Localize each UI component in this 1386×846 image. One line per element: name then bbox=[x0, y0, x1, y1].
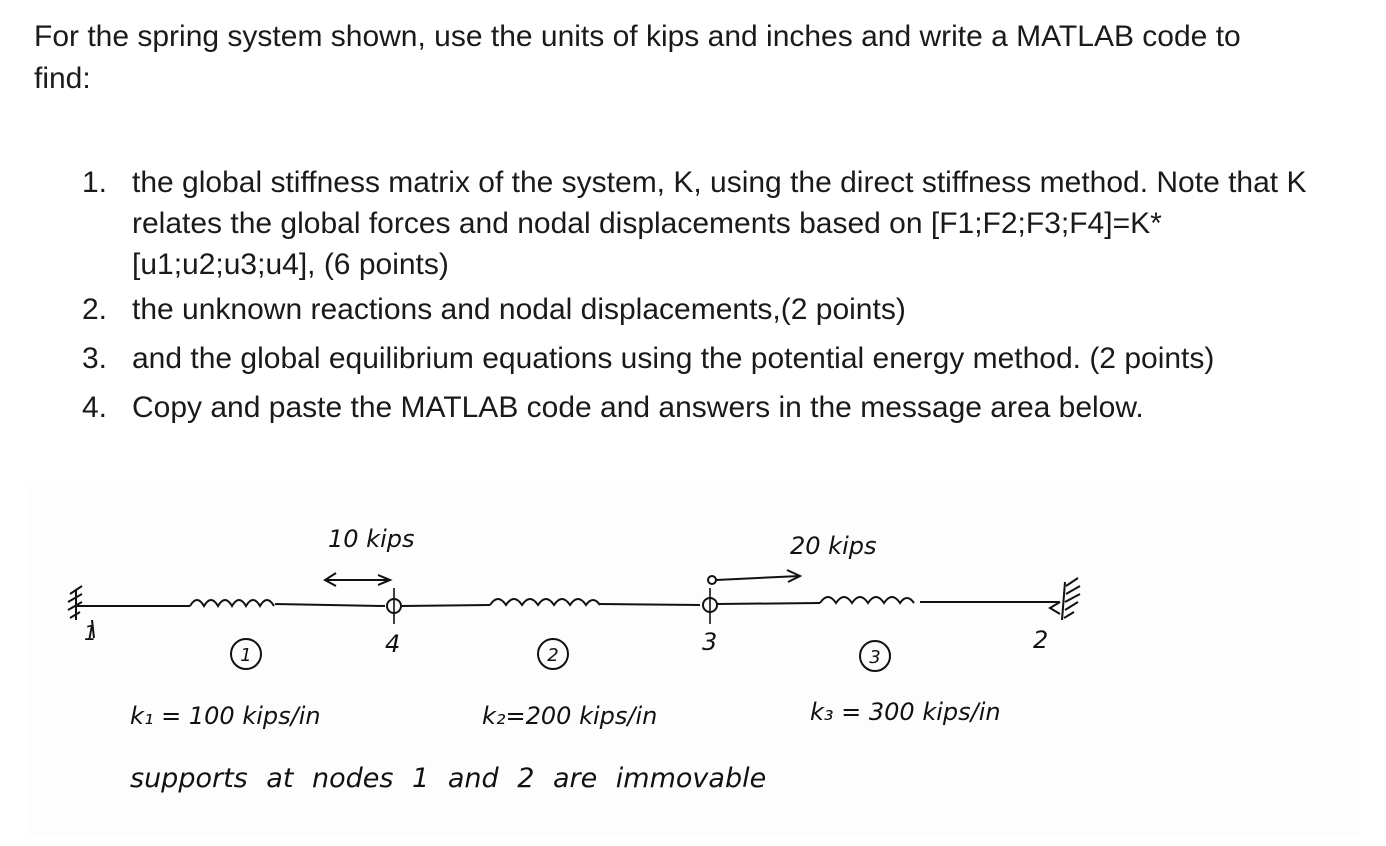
load-arrow-10-icon bbox=[325, 573, 390, 586]
item-number: 1. bbox=[82, 166, 108, 199]
support-note: supports at nodes 1 and 2 are immovable bbox=[130, 763, 767, 794]
spring-diagram bbox=[30, 482, 1360, 837]
spring-1 bbox=[190, 600, 274, 606]
element-label-2: 2 bbox=[547, 645, 559, 666]
item-text: and the global equilibrium equations using the potential energy method. (2 points) bbox=[132, 342, 1215, 375]
stiffness-k3: k₃ = 300 kips/in bbox=[810, 698, 1001, 726]
node-label-1: 1 bbox=[84, 621, 97, 645]
right-support-icon bbox=[1050, 578, 1080, 620]
spring-system-figure bbox=[30, 482, 1360, 837]
item-text: the unknown reactions and nodal displacements,(2 points) bbox=[132, 293, 906, 326]
item-text: Copy and paste the MATLAB code and answers in the message area below. bbox=[132, 391, 1144, 424]
node-label-2: 2 bbox=[1033, 626, 1049, 654]
item-number: 3. bbox=[82, 342, 108, 375]
list-item bbox=[82, 289, 1312, 330]
list-item bbox=[82, 338, 1312, 379]
load-label-10: 10 kips bbox=[328, 525, 415, 553]
node-label-4: 4 bbox=[385, 630, 401, 658]
spring-3 bbox=[820, 597, 914, 603]
spring-2 bbox=[490, 599, 600, 605]
load-label-20: 20 kips bbox=[790, 532, 877, 560]
item-number: 2. bbox=[82, 293, 108, 326]
list-item bbox=[82, 387, 1312, 428]
node-label-3: 3 bbox=[702, 628, 718, 656]
element-label-1: 1 bbox=[240, 645, 252, 666]
load-arrow-20-icon bbox=[708, 570, 800, 584]
problem-intro: For the spring system shown, use the units of kips and inches and write a MATLAB code to find: bbox=[34, 20, 1241, 95]
stiffness-k2: k₂=200 kips/in bbox=[482, 702, 658, 730]
element-label-3: 3 bbox=[869, 647, 881, 668]
stiffness-k1: k₁ = 100 kips/in bbox=[130, 702, 321, 730]
item-text: the global stiffness matrix of the system, K, using the direct stiffness method. Note that K relates the global forces and nodal displacements based on [F1;F2;F3;F4]=K*[u1;u2;u3;u4], (6 points) bbox=[132, 166, 1307, 281]
question-list bbox=[82, 162, 1312, 436]
item-number: 4. bbox=[82, 391, 108, 424]
list-item bbox=[82, 162, 1312, 285]
